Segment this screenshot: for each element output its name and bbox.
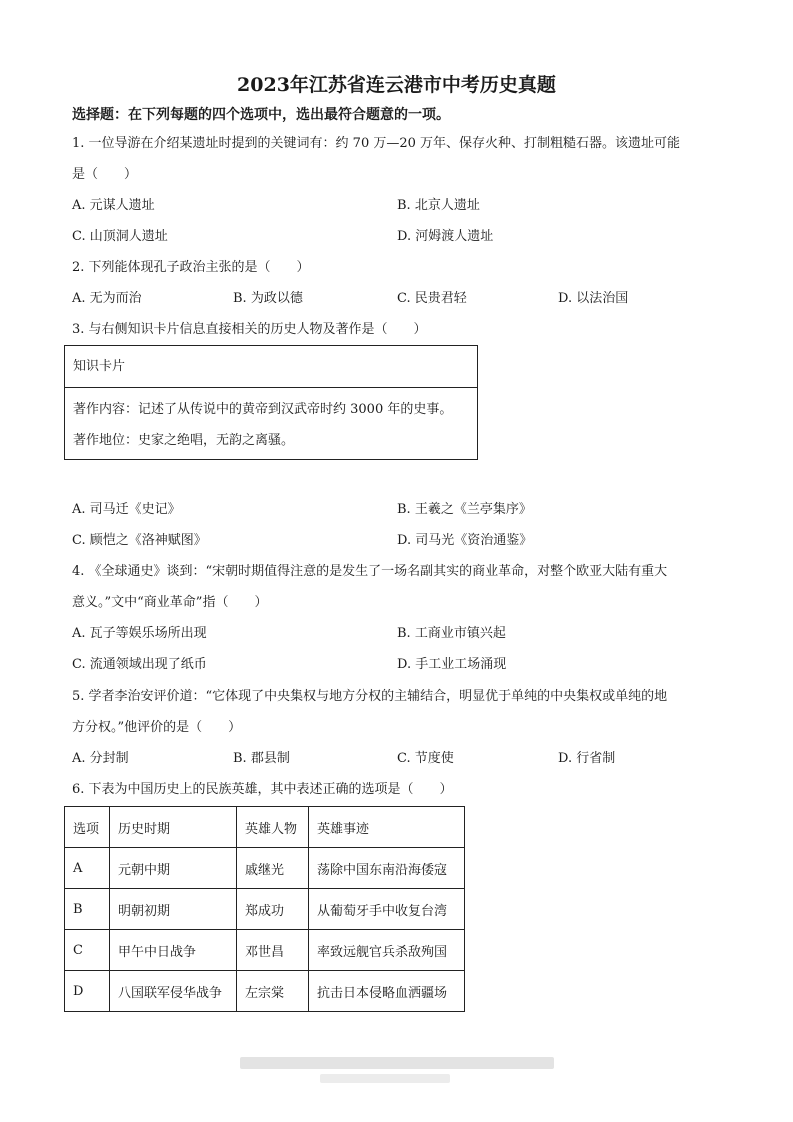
q2-option-a: A. 无为而治	[72, 291, 142, 306]
table-cell: A	[65, 848, 110, 889]
q2-stem: 2. 下列能体现孔子政治主张的是（ ）	[72, 260, 310, 275]
table-cell: 抗击日本侵略血洒疆场	[309, 971, 465, 1012]
q3-option-a: A. 司马迁《史记》	[72, 502, 181, 517]
q5-option-a: A. 分封制	[72, 751, 129, 766]
q1-option-d: D. 河姆渡人遗址	[397, 229, 494, 244]
table-row	[65, 889, 465, 930]
table-row	[65, 930, 465, 971]
table-header-cell: 选项	[65, 807, 110, 848]
table-header-cell: 历史时期	[110, 807, 237, 848]
table-cell: 郑成功	[237, 889, 309, 930]
table-cell: 元朝中期	[110, 848, 237, 889]
table-cell: 明朝初期	[110, 889, 237, 930]
q4-stem-line2: 意义。”文中“商业革命”指（ ）	[72, 595, 268, 610]
knowledge-card-header	[65, 346, 477, 388]
q5-stem-line2: 方分权。”他评价的是（ ）	[72, 720, 242, 735]
knowledge-card-line2: 著作地位：史家之绝唱，无韵之离骚。	[73, 433, 295, 448]
table-cell: 率致远舰官兵杀敌殉国	[309, 930, 465, 971]
q5-stem-line1: 5. 学者李治安评价道：“它体现了中央集权与地方分权的主辅结合，明显优于单纯的中央集权或单纯的地	[72, 689, 668, 704]
table-header-cell: 英雄事迹	[309, 807, 465, 848]
q3-stem: 3. 与右侧知识卡片信息直接相关的历史人物及著作是（ ）	[72, 322, 427, 337]
blurred-watermark	[240, 1057, 554, 1069]
knowledge-card	[64, 345, 478, 460]
table-cell: 荡除中国东南沿海倭寇	[309, 848, 465, 889]
table-row	[65, 971, 465, 1012]
table-cell: 左宗棠	[237, 971, 309, 1012]
blurred-watermark-subline	[320, 1074, 450, 1083]
q1-stem-line1: 1. 一位导游在介绍某遗址时提到的关键词有：约 70 万—20 万年、保存火种、打制粗糙石器。该遗址可能	[72, 136, 681, 151]
q4-stem-line1: 4. 《全球通史》谈到：“宋朝时期值得注意的是发生了一场名副其实的商业革命，对整个欧亚大陆有重大	[72, 564, 668, 579]
table-header-row	[65, 807, 465, 848]
table-cell: B	[65, 889, 110, 930]
knowledge-card-line1: 著作内容：记述了从传说中的黄帝到汉武帝时约 3000 年的史事。	[73, 402, 453, 417]
table-cell: 从葡萄牙手中收复台湾	[309, 889, 465, 930]
section-heading: 选择题：在下列每题的四个选项中，选出最符合题意的一项。	[72, 107, 450, 123]
q3-option-d: D. 司马光《资治通鉴》	[397, 533, 533, 548]
table-cell: 八国联军侵华战争	[110, 971, 237, 1012]
table-cell: C	[65, 930, 110, 971]
q5-option-c: C. 节度使	[397, 751, 454, 766]
knowledge-card-title: 知识卡片	[73, 359, 126, 374]
q5-option-b: B. 郡县制	[233, 751, 290, 766]
page-title: 2023年江苏省连云港市中考历史真题	[237, 74, 556, 96]
q1-option-b: B. 北京人遗址	[397, 198, 480, 213]
q2-option-d: D. 以法治国	[558, 291, 629, 306]
q1-option-a: A. 元谋人遗址	[72, 198, 155, 213]
q4-option-d: D. 手工业工场涌现	[397, 657, 507, 672]
q4-option-a: A. 瓦子等娱乐场所出现	[72, 626, 207, 641]
table-cell: D	[65, 971, 110, 1012]
table-row	[65, 848, 465, 889]
q1-stem-line2: 是（ ）	[72, 167, 138, 182]
heroes-table	[64, 806, 465, 1012]
q3-option-c: C. 顾恺之《洛神赋图》	[72, 533, 207, 548]
q5-option-d: D. 行省制	[558, 751, 616, 766]
table-header-cell: 英雄人物	[237, 807, 309, 848]
q1-option-c: C. 山顶洞人遗址	[72, 229, 168, 244]
table-cell: 戚继光	[237, 848, 309, 889]
q4-option-c: C. 流通领域出现了纸币	[72, 657, 207, 672]
q2-option-c: C. 民贵君轻	[397, 291, 467, 306]
q2-option-b: B. 为政以德	[233, 291, 303, 306]
q6-stem: 6. 下表为中国历史上的民族英雄，其中表述正确的选项是（ ）	[72, 782, 453, 797]
table-cell: 甲午中日战争	[110, 930, 237, 971]
q3-option-b: B. 王羲之《兰亭集序》	[397, 502, 532, 517]
table-cell: 邓世昌	[237, 930, 309, 971]
q4-option-b: B. 工商业市镇兴起	[397, 626, 506, 641]
